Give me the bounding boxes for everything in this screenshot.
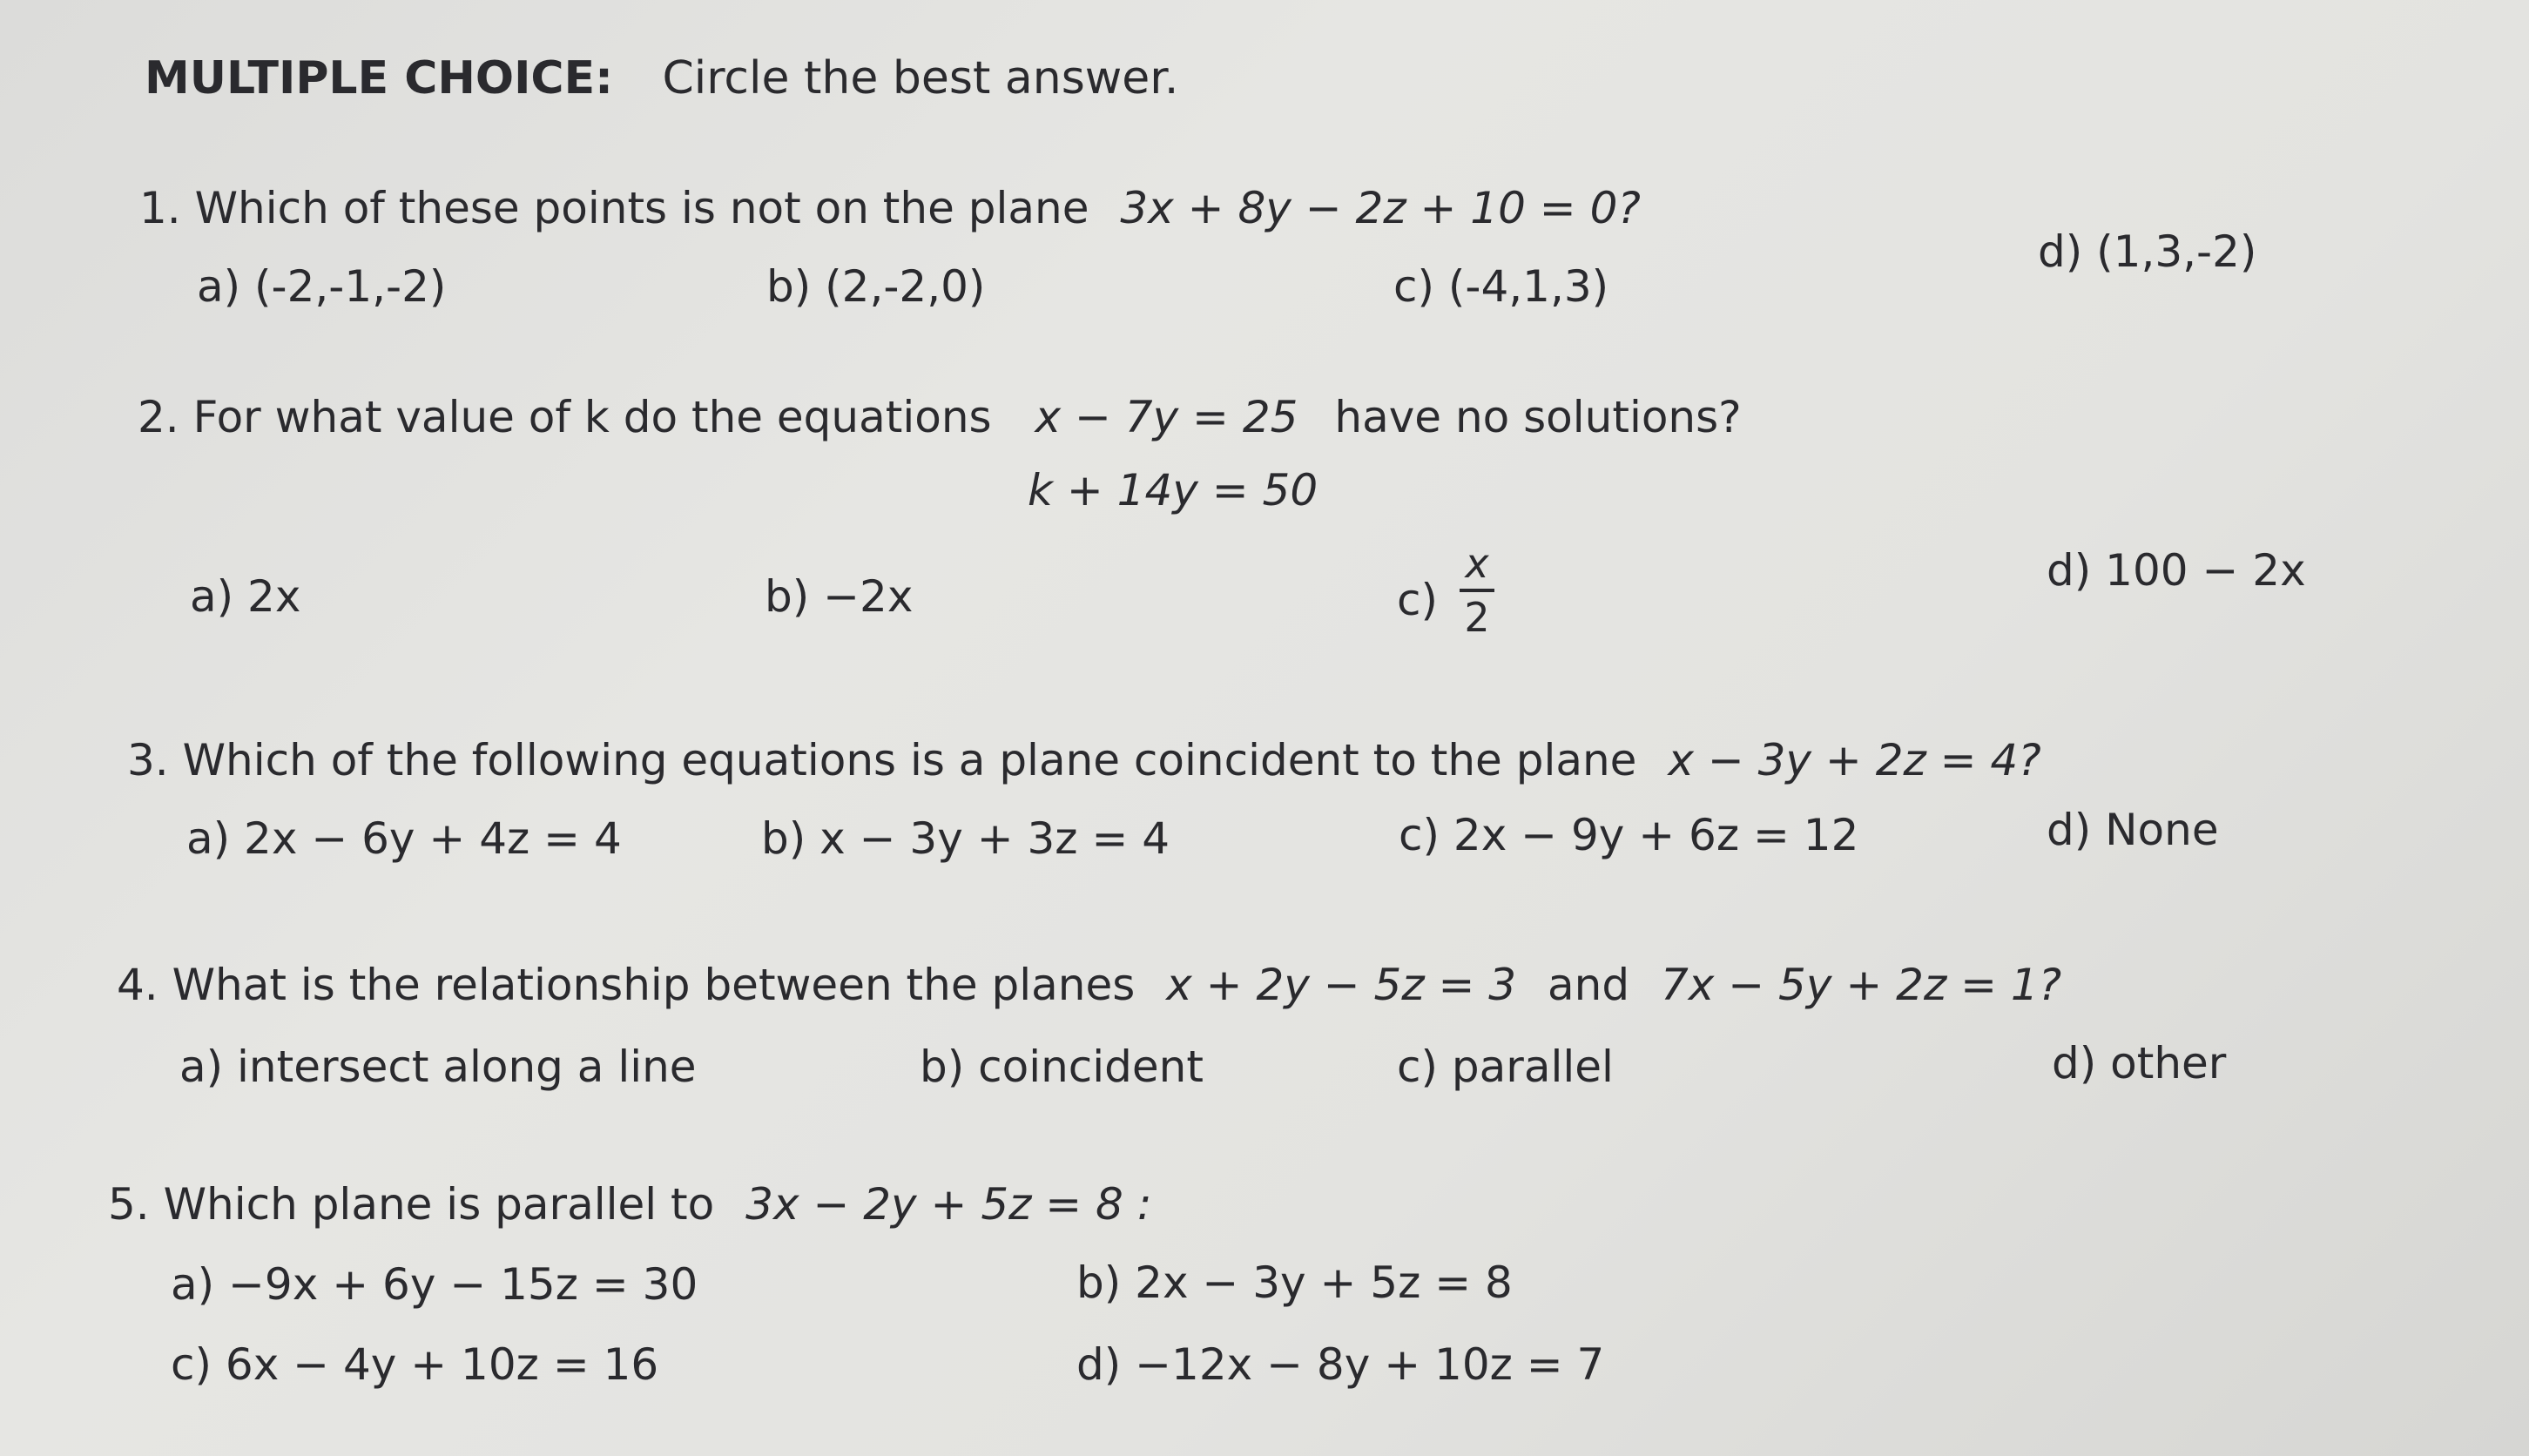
question-4-option-b[interactable]: b) coincident (920, 1041, 1204, 1092)
question-2-option-a[interactable]: a) 2x (190, 571, 301, 622)
question-5-equation: 3x − 2y + 5z = 8 : (745, 1179, 1152, 1230)
question-5-option-a[interactable]: a) −9x + 6y − 15z = 30 (171, 1259, 698, 1310)
fraction-numerator: x (1465, 540, 1489, 587)
worksheet-header (145, 52, 1179, 104)
question-5-stem (108, 1179, 1152, 1230)
fraction-denominator: 2 (1464, 594, 1490, 641)
question-4-stem (117, 960, 2062, 1010)
question-3-text: 3. Which of the following equations is a plane coincident to the plane (127, 735, 1637, 785)
question-3-stem (127, 735, 2041, 785)
question-3-option-c[interactable]: c) 2x − 9y + 6z = 12 (1399, 810, 1859, 860)
question-4-option-d[interactable]: d) other (2052, 1038, 2227, 1089)
question-3-option-d[interactable]: d) None (2047, 805, 2219, 855)
question-2-equation-2: k + 14y = 50 (1028, 465, 1318, 516)
header-instruction: Circle the best answer. (662, 52, 1179, 104)
question-5-option-c[interactable]: c) 6x − 4y + 10z = 16 (171, 1339, 659, 1390)
question-1-option-d[interactable]: d) (1,3,-2) (2038, 226, 2257, 277)
question-4-option-a[interactable]: a) intersect along a line (179, 1041, 697, 1092)
question-2-option-c-fraction[interactable] (1460, 540, 1494, 641)
question-1-option-c[interactable]: c) (-4,1,3) (1393, 261, 1609, 312)
header-title: MULTIPLE CHOICE: (145, 52, 613, 104)
question-5-text: 5. Which plane is parallel to (108, 1179, 715, 1230)
question-3-option-b[interactable]: b) x − 3y + 3z = 4 (761, 813, 1170, 864)
question-4-equation-2: 7x − 5y + 2z = 1? (1660, 960, 2062, 1010)
question-3-option-a[interactable]: a) 2x − 6y + 4z = 4 (186, 813, 622, 864)
question-5-option-d[interactable]: d) −12x − 8y + 10z = 7 (1076, 1339, 1605, 1390)
question-2-text: 2. For what value of k do the equations (138, 392, 992, 442)
question-2-option-c-label[interactable]: c) (1397, 575, 1438, 625)
question-4-text-mid: and (1547, 960, 1630, 1010)
question-4-text: 4. What is the relationship between the planes (117, 960, 1136, 1010)
question-1-stem (139, 183, 1641, 233)
question-1-option-b[interactable]: b) (2,-2,0) (766, 261, 986, 312)
question-4-option-c[interactable]: c) parallel (1397, 1041, 1614, 1092)
question-1-text: 1. Which of these points is not on the plane (139, 183, 1089, 233)
question-1-option-a[interactable]: a) (-2,-1,-2) (197, 261, 447, 312)
question-2-option-b[interactable]: b) −2x (765, 571, 914, 622)
question-2-equation-1: x − 7y = 25 (1035, 392, 1298, 442)
question-2-stem (138, 392, 1742, 442)
question-3-equation: x − 3y + 2z = 4? (1668, 735, 2041, 785)
question-4-equation-1: x + 2y − 5z = 3 (1166, 960, 1517, 1010)
question-2-text-end: have no solutions? (1334, 392, 1742, 442)
fraction-bar (1460, 589, 1494, 592)
question-1-equation: 3x + 8y − 2z + 10 = 0? (1120, 183, 1641, 233)
question-2-option-d[interactable]: d) 100 − 2x (2047, 545, 2306, 596)
question-5-option-b[interactable]: b) 2x − 3y + 5z = 8 (1076, 1257, 1513, 1308)
